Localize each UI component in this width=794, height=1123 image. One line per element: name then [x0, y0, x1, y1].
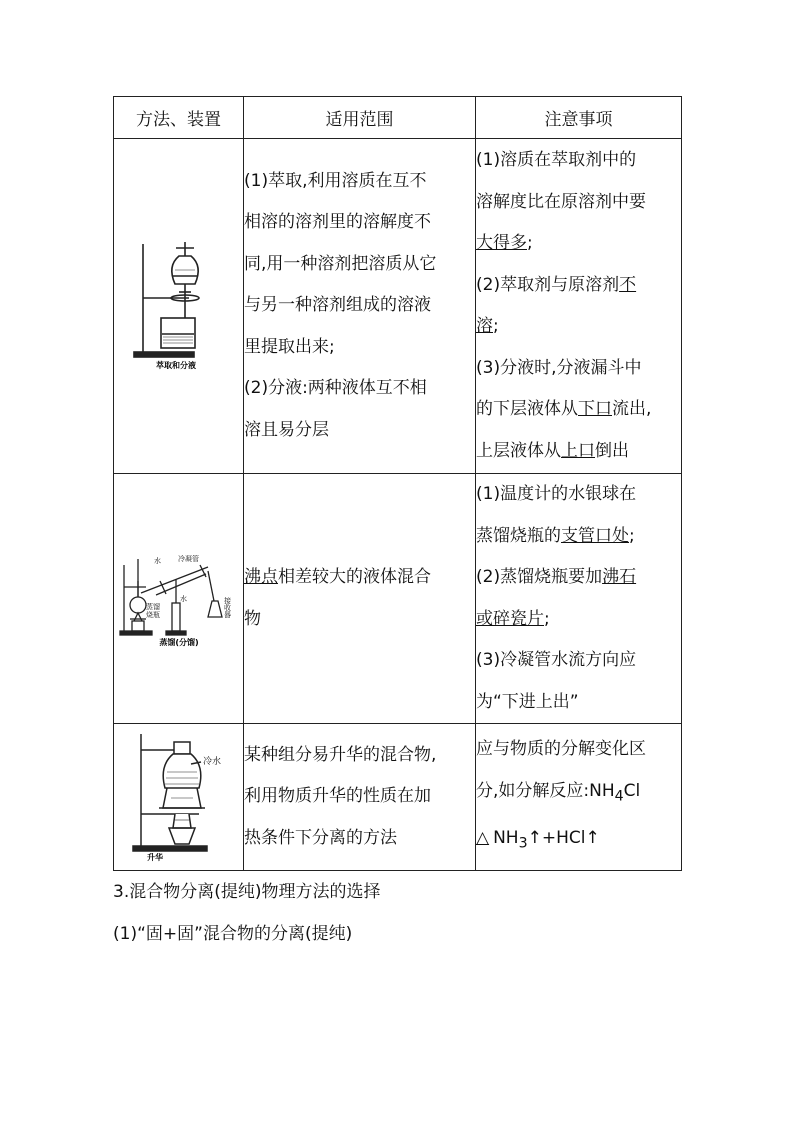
note-line: 的下层液体从下口流出, [476, 399, 652, 419]
answer-blank: 支管口处 [561, 525, 629, 546]
table-row [114, 474, 682, 724]
table-header-row [114, 97, 682, 139]
extraction-scope-cell [244, 139, 476, 474]
scope-line: 沸点相差较大的液体混合 [244, 567, 431, 587]
flask-label-1: 蒸馏 [145, 602, 160, 611]
extraction-notes-cell [476, 139, 682, 474]
scope-line: (1)萃取,利用溶质在互不 [244, 170, 427, 191]
receiver-label-3: 器 [223, 610, 231, 619]
scope-line: 与另一种溶剂组成的溶液 [244, 295, 431, 316]
scope-line: 同,用一种溶剂把溶质从它 [244, 253, 437, 274]
scope-line: 某种组分易升华的混合物, [244, 744, 437, 765]
note-line: 溶解度比在原溶剂中要 [476, 191, 646, 212]
note-line: 分,如分解反应$:NH_4Cl$ [476, 780, 641, 805]
answer-blank: 沸点 [244, 567, 278, 587]
answer-blank: 下口 [578, 399, 612, 419]
scope-line: 利用物质升华的性质在加 [244, 786, 431, 807]
sublimation-figure-cell [114, 724, 244, 871]
heat-symbol: △ [476, 827, 490, 848]
scope-line: 物 [244, 608, 261, 629]
scope-line: 热条件下分离的方法 [244, 827, 397, 848]
header-method: 方法、装置 [114, 97, 244, 139]
extraction-caption: 萃取和分液 [155, 361, 196, 370]
scope-line: 相溶的溶剂里的溶解度不 [244, 212, 431, 233]
receiver-label-1: 接 [223, 596, 231, 605]
note-line: (2)蒸馏烧瓶要加沸石 [476, 567, 637, 587]
table-row [114, 724, 682, 871]
flask-label-2: 烧瓶 [145, 610, 160, 619]
distillation-figure-cell [114, 474, 244, 724]
section-heading: 3.混合物分离(提纯)物理方法的选择 [113, 882, 381, 902]
condenser-label: 冷凝管 [177, 554, 199, 563]
note-line: 大得多; [476, 233, 533, 253]
water-in-label: 水 [179, 594, 187, 603]
sublimation-notes-cell [476, 724, 682, 871]
answer-blank: 不 [619, 274, 637, 295]
separation-methods-table [113, 96, 682, 871]
subsection-heading: (1)“固+固”混合物的分离(提纯) [113, 924, 353, 944]
answer-blank: 大得多 [476, 233, 527, 253]
distillation-scope-cell [244, 474, 476, 724]
distillation-apparatus-figure [116, 547, 242, 647]
sublimation-apparatus-figure [129, 728, 229, 862]
extraction-figure-cell [114, 139, 244, 474]
header-notes: 注意事项 [476, 97, 682, 139]
scope-line: 里提取出来; [244, 336, 335, 357]
answer-blank: 上口 [561, 440, 595, 461]
water-out-label: 水 [153, 556, 161, 565]
scope-line: 溶且易分层 [244, 419, 329, 440]
note-line: 应与物质的分解变化区 [476, 739, 646, 760]
note-line: 蒸馏烧瓶的支管口处; [476, 525, 635, 546]
extraction-apparatus-figure [129, 234, 229, 374]
answer-blank: 溶 [476, 316, 493, 336]
note-line: (2)萃取剂与原溶剂不 [476, 274, 637, 295]
note-line: 溶; [476, 316, 499, 336]
note-line: 或碎瓷片; [476, 608, 550, 629]
note-line: 为“下进上出” [476, 691, 579, 712]
note-line: (1)温度计的水银球在 [476, 484, 637, 504]
scope-line: (2)分液:两种液体互不相 [244, 378, 427, 399]
answer-blank: 或碎瓷片 [476, 608, 544, 629]
cold-water-label: 冷水 [202, 757, 221, 767]
answer-blank: 沸石 [602, 567, 637, 587]
note-line: (3)分液时,分液漏斗中 [476, 357, 642, 378]
receiver-label-2: 收 [223, 603, 231, 612]
sublimation-caption: 升华 [146, 853, 163, 862]
sublimation-scope-cell [244, 724, 476, 871]
distillation-notes-cell [476, 474, 682, 724]
note-line: (1)溶质在萃取剂中的 [476, 150, 637, 170]
table-row [114, 139, 682, 474]
header-scope: 适用范围 [244, 97, 476, 139]
note-line: △ $NH_3↑+HCl↑$ [476, 827, 600, 852]
note-line: 上层液体从上口倒出 [476, 440, 629, 461]
distillation-caption: 蒸馏(分馏) [158, 637, 199, 647]
note-line: (3)冷凝管水流方向应 [476, 650, 637, 670]
